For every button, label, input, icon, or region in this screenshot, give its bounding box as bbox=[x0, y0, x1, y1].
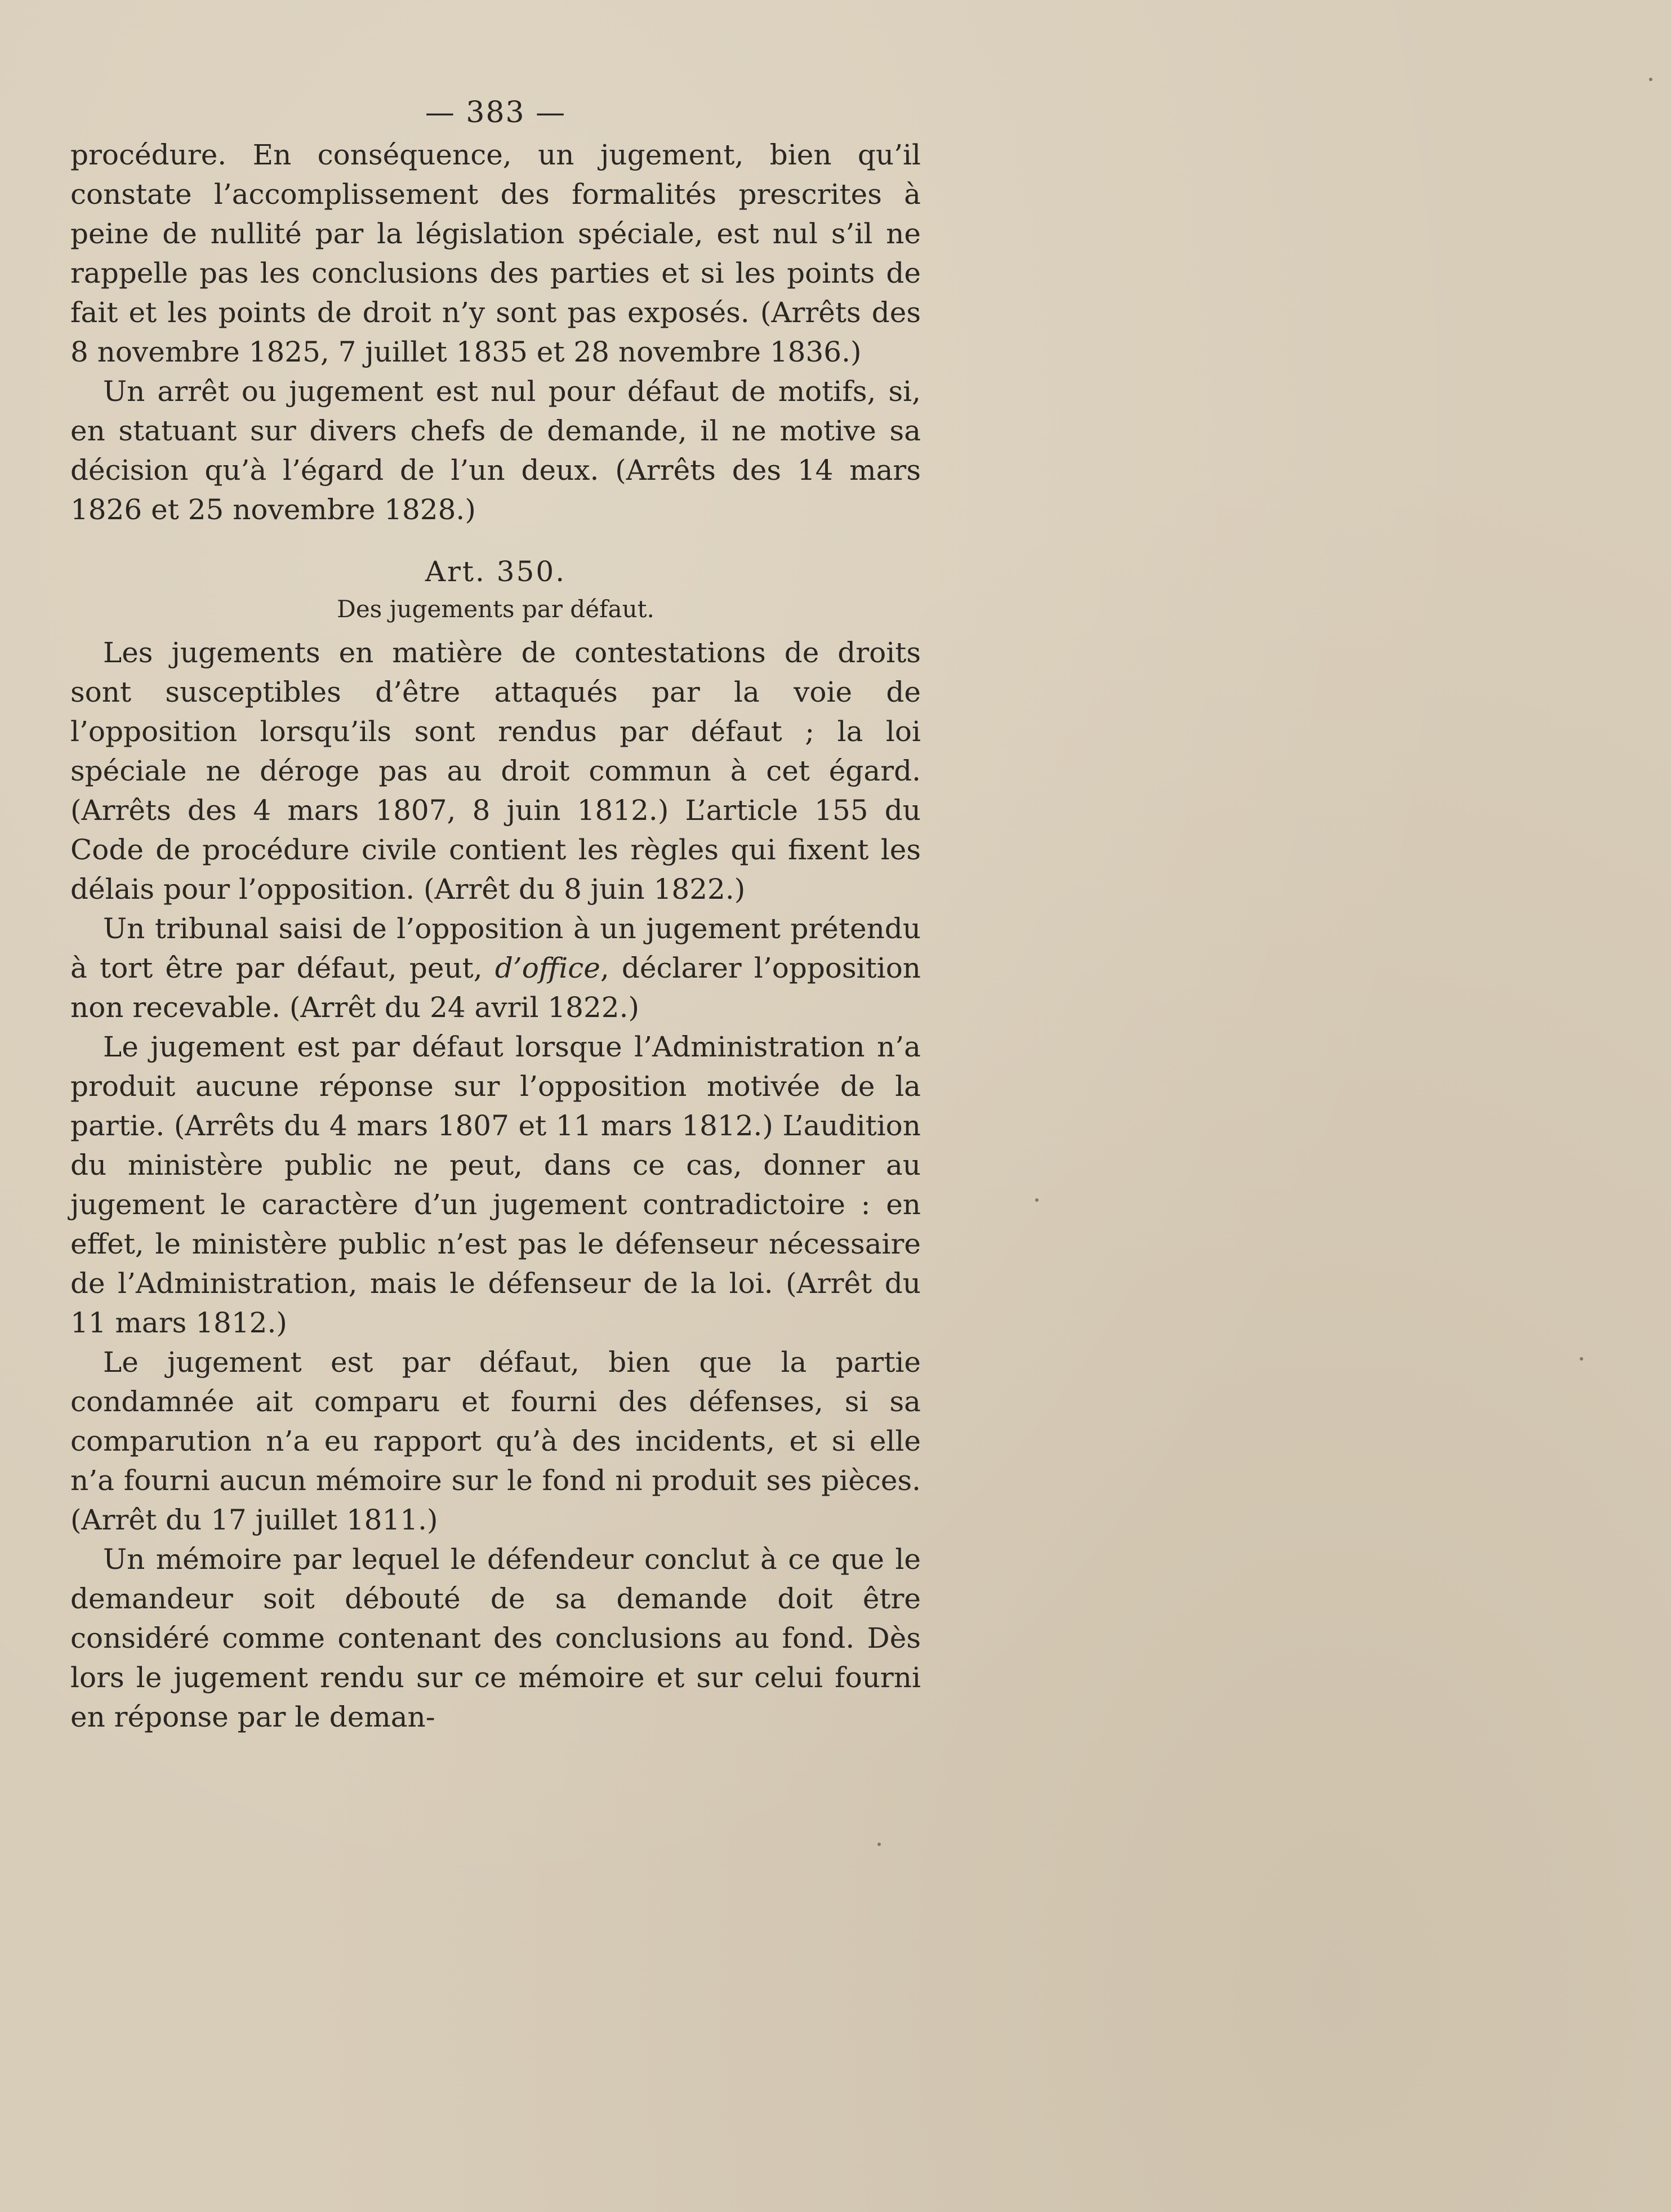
paragraph: Un mémoire par lequel le défendeur conclut à ce que le demandeur soit débouté de sa demande doit être considéré comme contenant des conclusions au fond. Dès lors le jugement rendu sur ce mémoire et sur celui fourni en réponse par le deman- bbox=[70, 1543, 921, 1733]
ink-speck bbox=[1035, 1198, 1039, 1202]
paragraph: procédure. En conséquence, un jugement, bien qu’il constate l’accomplissement des formalités prescrites à peine de nullité par la législation spéciale, est nul s’il ne rappelle pas les conclusions des parties et si les points de fait et les points de droit n’y sont pas exposés. (Arrêts des 8 novembre 1825, 7 juillet 1835 et 28 novembre 1836.) bbox=[70, 139, 921, 368]
article-subheading: Des jugements par défaut. bbox=[337, 595, 654, 623]
ink-speck bbox=[877, 1843, 881, 1846]
ink-speck bbox=[1580, 1357, 1583, 1361]
paragraph: Un arrêt ou jugement est nul pour défaut de motifs, si, en statuant sur divers chefs de demande, il ne motive sa décision qu’à l’égard de l’un deux. (Arrêts des 14 mars 1826 et 25 novembre 1828.) bbox=[70, 375, 921, 526]
paragraph: Le jugement est par défaut, bien que la partie condamnée ait comparu et fourni des défenses, si sa comparution n’a eu rapport qu’à des incidents, et si elle n’a fourni aucun mémoire sur le fond ni produit ses pièces. (Arrêt du 17 juillet 1811.) bbox=[70, 1346, 921, 1536]
paragraph: Le jugement est par défaut lorsque l’Administration n’a produit aucune réponse sur l’opposition motivée de la partie. (Arrêts du 4 mars 1807 et 11 mars 1812.) L’audition du ministère public ne peut, dans ce cas, donner au jugement le caractère d’un jugement contradictoire : en effet, le ministère public n’est pas le défenseur nécessaire de l’Administration, mais le défenseur de la loi. (Arrêt du 11 mars 1812.) bbox=[70, 1031, 921, 1339]
paragraph-text: Un tribunal saisi de l’opposition à un jugement prétendu à tort être par défaut, peut, bbox=[70, 912, 921, 984]
article-heading: Art. 350. bbox=[425, 555, 567, 588]
paragraph-text: , déclarer l’opposition non recevable. (Arrêt du 24 avril 1822.) bbox=[70, 952, 921, 1024]
page-text-block bbox=[70, 96, 921, 1737]
page-number: — 383 — bbox=[425, 96, 567, 130]
ink-speck bbox=[1649, 78, 1652, 81]
italic-term: d’office bbox=[494, 952, 600, 984]
paragraph bbox=[70, 909, 921, 1027]
paragraph: Les jugements en matière de contestations de droits sont susceptibles d’être attaqués par la voie de l’opposition lorsqu’ils sont rendus par défaut ; la loi spéciale ne déroge pas au droit commun à cet égard. (Arrêts des 4 mars 1807, 8 juin 1812.) L’article 155 du Code de procédure civile contient les règles qui fixent les délais pour l’opposition. (Arrêt du 8 juin 1822.) bbox=[70, 636, 921, 906]
